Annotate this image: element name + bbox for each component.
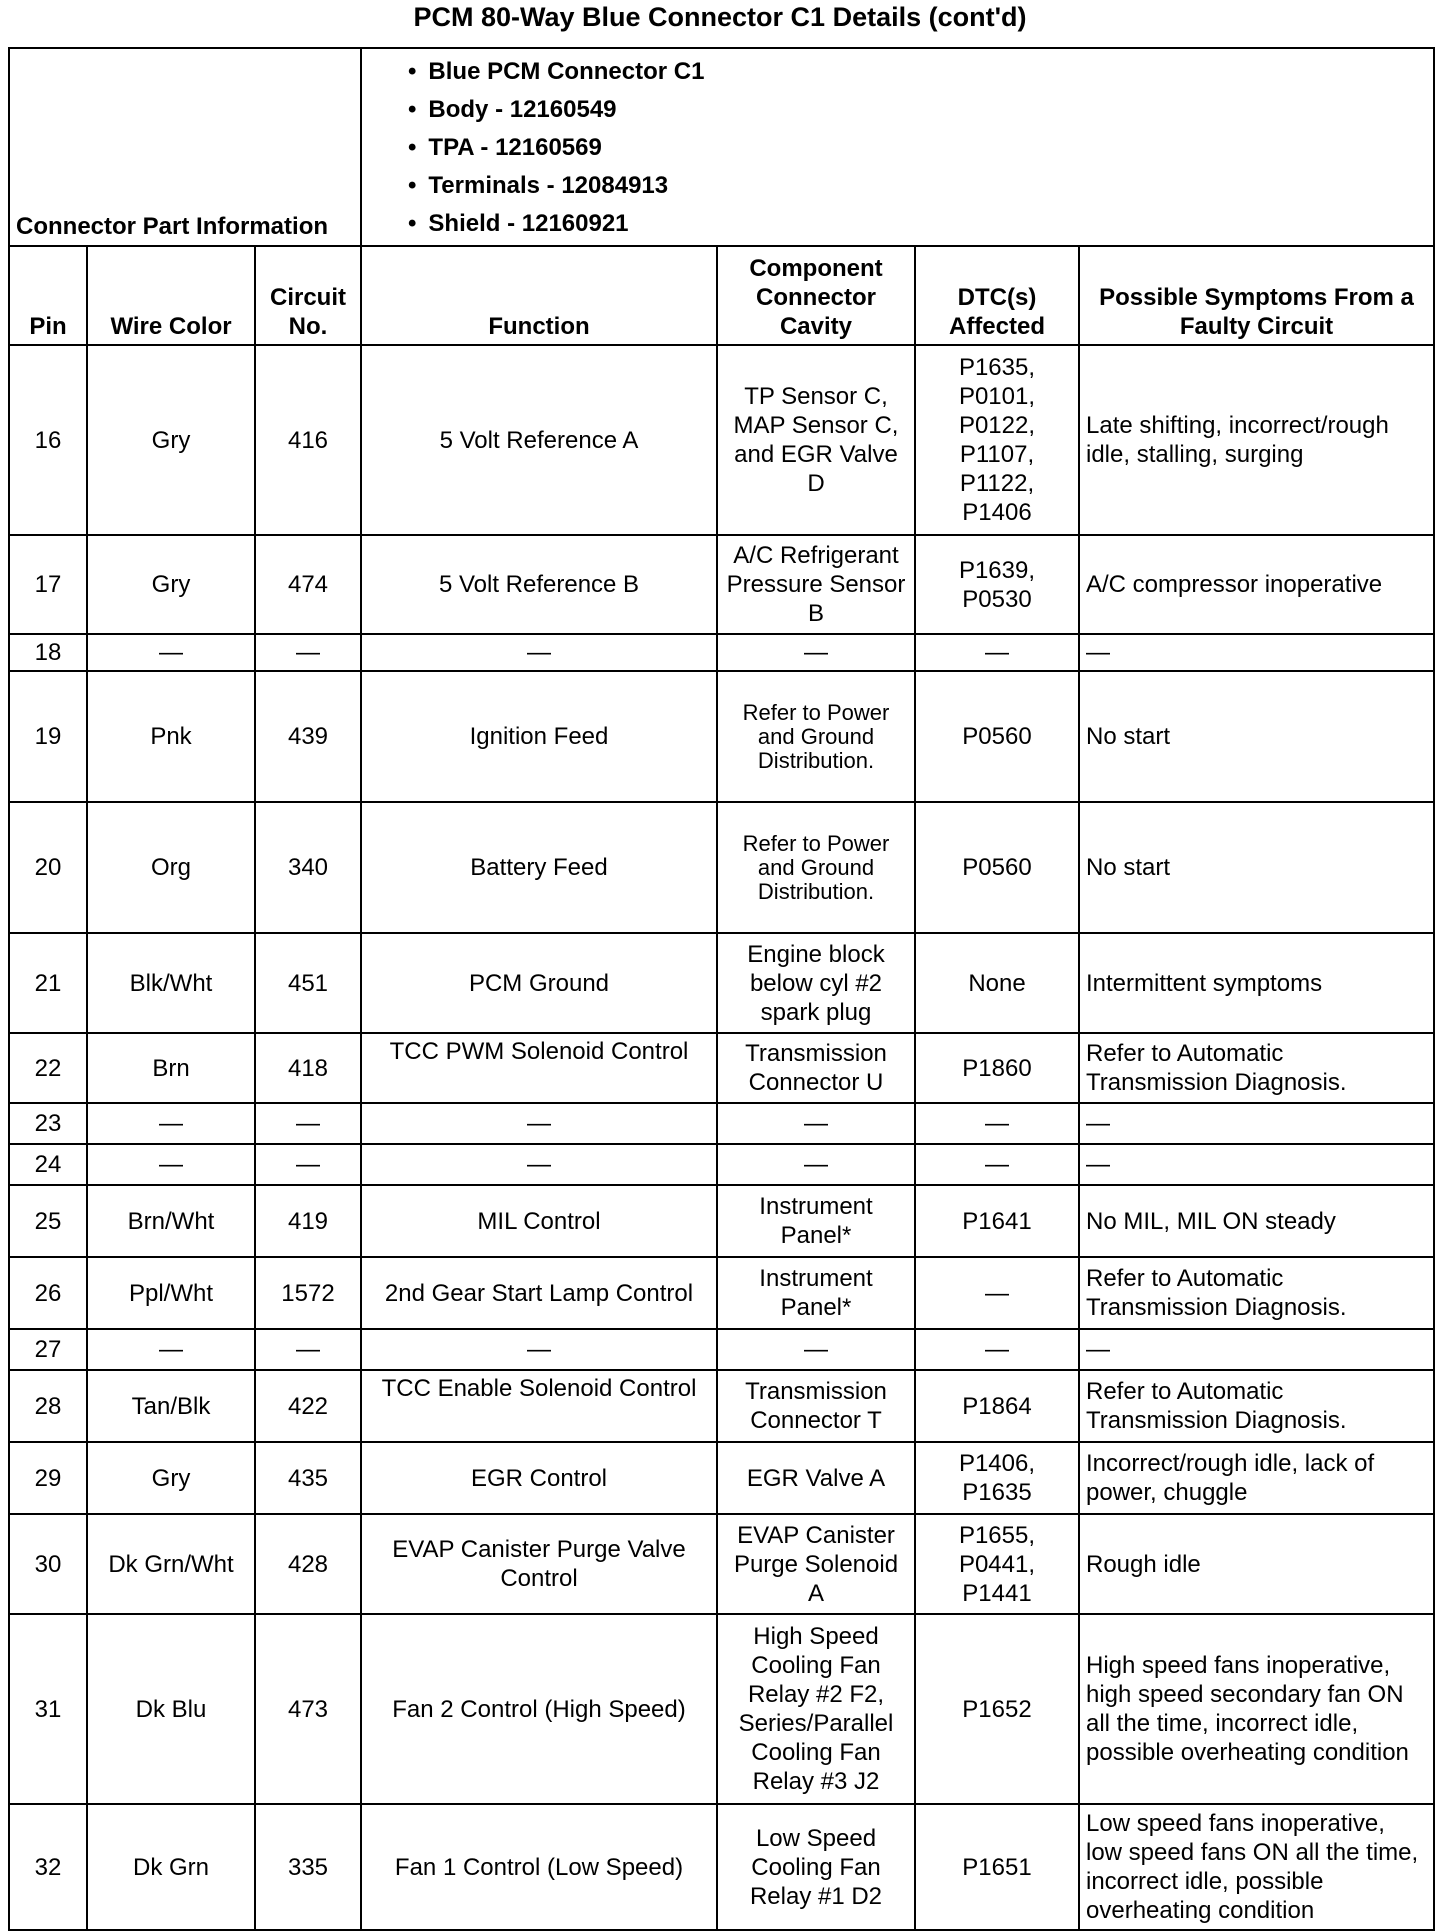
header-pin: Pin	[9, 246, 87, 345]
cell-dtc: P1651	[915, 1804, 1079, 1930]
cell-pin: 29	[9, 1442, 87, 1514]
cell-dtc: None	[915, 933, 1079, 1033]
cell-wire-color: Blk/Wht	[87, 933, 255, 1033]
cell-dtc: —	[915, 1329, 1079, 1370]
connector-info-label: Connector Part Information	[9, 48, 361, 246]
cell-symptoms: —	[1079, 1329, 1434, 1370]
header-circuit: Circuit No.	[255, 246, 361, 345]
cell-dtc: P1639, P0530	[915, 535, 1079, 634]
cell-symptoms: Incorrect/rough idle, lack of power, chuggle	[1079, 1442, 1434, 1514]
cell-circuit: 474	[255, 535, 361, 634]
cell-symptoms: No MIL, MIL ON steady	[1079, 1185, 1434, 1257]
cell-function: 5 Volt Reference B	[361, 535, 717, 634]
cell-symptoms: —	[1079, 1103, 1434, 1144]
cell-wire-color: —	[87, 1144, 255, 1185]
cell-symptoms: High speed fans inoperative, high speed secondary fan ON all the time, incorrect idle, possible overheating condition	[1079, 1614, 1434, 1804]
cell-symptoms: Refer to Automatic Transmission Diagnosis.	[1079, 1370, 1434, 1442]
cell-cavity: Instrument Panel*	[717, 1257, 915, 1329]
cell-cavity: Transmission Connector T	[717, 1370, 915, 1442]
cell-dtc: P0560	[915, 671, 1079, 802]
cell-dtc: —	[915, 1257, 1079, 1329]
table-row	[9, 1514, 1434, 1614]
cell-wire-color: Org	[87, 802, 255, 933]
cell-function: Fan 1 Control (Low Speed)	[361, 1804, 717, 1930]
cell-wire-color: —	[87, 1103, 255, 1144]
cell-pin: 18	[9, 634, 87, 671]
cell-wire-color: Dk Grn	[87, 1804, 255, 1930]
header-row	[9, 246, 1434, 345]
cell-pin: 27	[9, 1329, 87, 1370]
cell-function: Ignition Feed	[361, 671, 717, 802]
cell-function: MIL Control	[361, 1185, 717, 1257]
cell-cavity: EGR Valve A	[717, 1442, 915, 1514]
cell-cavity: —	[717, 1144, 915, 1185]
cell-cavity: Refer to Power and Ground Distribution.	[717, 802, 915, 933]
cell-cavity: TP Sensor C, MAP Sensor C, and EGR Valve D	[717, 345, 915, 535]
cell-circuit: 428	[255, 1514, 361, 1614]
cell-pin: 23	[9, 1103, 87, 1144]
table-row	[9, 1185, 1434, 1257]
cell-symptoms: —	[1079, 1144, 1434, 1185]
cell-circuit: —	[255, 1103, 361, 1144]
cell-pin: 17	[9, 535, 87, 634]
cell-dtc: —	[915, 634, 1079, 671]
cell-wire-color: Pnk	[87, 671, 255, 802]
cell-pin: 21	[9, 933, 87, 1033]
table-row	[9, 535, 1434, 634]
cell-pin: 30	[9, 1514, 87, 1614]
cell-circuit: 1572	[255, 1257, 361, 1329]
cell-pin: 24	[9, 1144, 87, 1185]
cell-wire-color: Brn	[87, 1033, 255, 1103]
cell-cavity: Low Speed Cooling Fan Relay #1 D2	[717, 1804, 915, 1930]
cell-function: —	[361, 634, 717, 671]
cell-circuit: —	[255, 634, 361, 671]
header-function: Function	[361, 246, 717, 345]
cell-function: PCM Ground	[361, 933, 717, 1033]
cell-pin: 32	[9, 1804, 87, 1930]
table-row	[9, 802, 1434, 933]
cell-cavity: —	[717, 1103, 915, 1144]
connector-info-row	[9, 48, 1434, 246]
cell-wire-color: Dk Blu	[87, 1614, 255, 1804]
cell-symptoms: Late shifting, incorrect/rough idle, stalling, surging	[1079, 345, 1434, 535]
cell-function: Fan 2 Control (High Speed)	[361, 1614, 717, 1804]
table-row	[9, 1033, 1434, 1103]
cell-function: TCC PWM Solenoid Control	[361, 1033, 717, 1103]
cell-pin: 16	[9, 345, 87, 535]
cell-function: EVAP Canister Purge Valve Control	[361, 1514, 717, 1614]
cell-circuit: 416	[255, 345, 361, 535]
cell-wire-color: —	[87, 634, 255, 671]
cell-symptoms: No start	[1079, 671, 1434, 802]
connector-info-item: • Terminals - 12084913	[408, 167, 1433, 205]
cell-function: 5 Volt Reference A	[361, 345, 717, 535]
cell-symptoms: A/C compressor inoperative	[1079, 535, 1434, 634]
cell-dtc: P1641	[915, 1185, 1079, 1257]
cell-circuit: 340	[255, 802, 361, 933]
cell-dtc: P1860	[915, 1033, 1079, 1103]
cell-symptoms: Intermittent symptoms	[1079, 933, 1434, 1033]
cell-function: Battery Feed	[361, 802, 717, 933]
cell-circuit: 418	[255, 1033, 361, 1103]
cell-function: TCC Enable Solenoid Control	[361, 1370, 717, 1442]
header-cavity: Component Connector Cavity	[717, 246, 915, 345]
cell-pin: 31	[9, 1614, 87, 1804]
cell-dtc: P1406, P1635	[915, 1442, 1079, 1514]
cell-function: EGR Control	[361, 1442, 717, 1514]
cell-circuit: —	[255, 1144, 361, 1185]
cell-cavity: High Speed Cooling Fan Relay #2 F2, Series/Parallel Cooling Fan Relay #3 J2	[717, 1614, 915, 1804]
cell-cavity: Transmission Connector U	[717, 1033, 915, 1103]
cell-wire-color: —	[87, 1329, 255, 1370]
table-row	[9, 1329, 1434, 1370]
page-title: PCM 80-Way Blue Connector C1 Details (cont'd)	[413, 2, 1027, 32]
connector-table	[8, 47, 1435, 1931]
cell-wire-color: Gry	[87, 1442, 255, 1514]
cell-symptoms: Low speed fans inoperative, low speed fans ON all the time, incorrect idle, possible overheating condition	[1079, 1804, 1434, 1930]
table-row	[9, 1804, 1434, 1930]
header-symptoms: Possible Symptoms From a Faulty Circuit	[1079, 246, 1434, 345]
cell-dtc: —	[915, 1144, 1079, 1185]
table-row	[9, 933, 1434, 1033]
cell-wire-color: Ppl/Wht	[87, 1257, 255, 1329]
cell-cavity: Engine block below cyl #2 spark plug	[717, 933, 915, 1033]
table-row	[9, 1144, 1434, 1185]
cell-pin: 28	[9, 1370, 87, 1442]
cell-symptoms: Refer to Automatic Transmission Diagnosis.	[1079, 1033, 1434, 1103]
cell-wire-color: Brn/Wht	[87, 1185, 255, 1257]
cell-function: —	[361, 1329, 717, 1370]
cell-symptoms: No start	[1079, 802, 1434, 933]
cell-function: 2nd Gear Start Lamp Control	[361, 1257, 717, 1329]
table-row	[9, 1614, 1434, 1804]
cell-pin: 20	[9, 802, 87, 933]
cell-wire-color: Tan/Blk	[87, 1370, 255, 1442]
connector-info-item: • Body - 12160549	[408, 91, 1433, 129]
table-row	[9, 671, 1434, 802]
connector-info-item: • Blue PCM Connector C1	[408, 53, 1433, 91]
cell-wire-color: Gry	[87, 535, 255, 634]
cell-function: —	[361, 1144, 717, 1185]
cell-wire-color: Gry	[87, 345, 255, 535]
table-row	[9, 634, 1434, 671]
cell-cavity: Instrument Panel*	[717, 1185, 915, 1257]
table-row	[9, 345, 1434, 535]
cell-function: —	[361, 1103, 717, 1144]
cell-circuit: 451	[255, 933, 361, 1033]
cell-symptoms: Refer to Automatic Transmission Diagnosis.	[1079, 1257, 1434, 1329]
cell-dtc: P1655, P0441, P1441	[915, 1514, 1079, 1614]
cell-cavity: EVAP Canister Purge Solenoid A	[717, 1514, 915, 1614]
cell-circuit: 439	[255, 671, 361, 802]
table-row	[9, 1370, 1434, 1442]
cell-dtc: —	[915, 1103, 1079, 1144]
cell-circuit: 422	[255, 1370, 361, 1442]
cell-pin: 22	[9, 1033, 87, 1103]
cell-dtc: P1635, P0101, P0122, P1107, P1122, P1406	[915, 345, 1079, 535]
cell-cavity: A/C Refrigerant Pressure Sensor B	[717, 535, 915, 634]
cell-circuit: 473	[255, 1614, 361, 1804]
cell-dtc: P1652	[915, 1614, 1079, 1804]
cell-dtc: P0560	[915, 802, 1079, 933]
cell-cavity: —	[717, 634, 915, 671]
cell-dtc: P1864	[915, 1370, 1079, 1442]
cell-pin: 26	[9, 1257, 87, 1329]
header-wire-color: Wire Color	[87, 246, 255, 345]
connector-info-item: • TPA - 12160569	[408, 129, 1433, 167]
cell-pin: 25	[9, 1185, 87, 1257]
cell-circuit: —	[255, 1329, 361, 1370]
cell-wire-color: Dk Grn/Wht	[87, 1514, 255, 1614]
table-row	[9, 1103, 1434, 1144]
cell-circuit: 335	[255, 1804, 361, 1930]
table-row	[9, 1442, 1434, 1514]
connector-info-item: • Shield - 12160921	[408, 205, 1433, 243]
connector-info-list	[361, 48, 1434, 246]
cell-symptoms: —	[1079, 634, 1434, 671]
header-dtc: DTC(s) Affected	[915, 246, 1079, 345]
cell-cavity: —	[717, 1329, 915, 1370]
cell-circuit: 435	[255, 1442, 361, 1514]
table-row	[9, 1257, 1434, 1329]
cell-circuit: 419	[255, 1185, 361, 1257]
cell-symptoms: Rough idle	[1079, 1514, 1434, 1614]
cell-pin: 19	[9, 671, 87, 802]
cell-cavity: Refer to Power and Ground Distribution.	[717, 671, 915, 802]
